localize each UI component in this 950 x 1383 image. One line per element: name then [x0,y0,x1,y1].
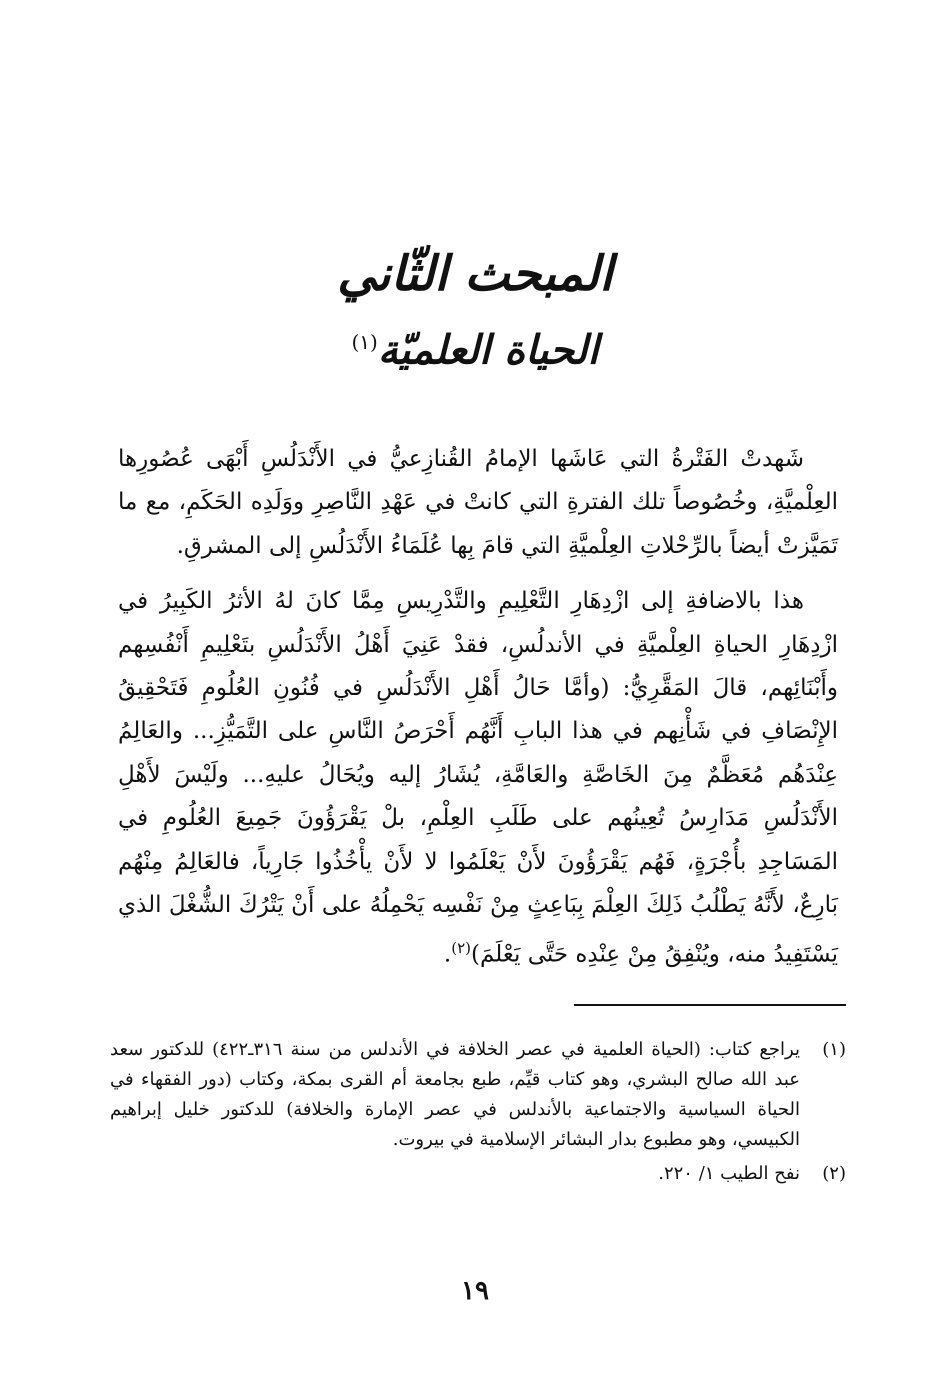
footnotes [110,1035,846,1193]
subtitle-footnote-marker: (١) [351,330,378,354]
section-subtitle [0,316,950,376]
footnote-text: نفح الطيب ١/ ٢٢٠. [658,1163,800,1184]
section-title [0,244,950,304]
paragraph-2-footnote-marker: (٢) [451,939,471,958]
footnote-number: (١) [822,1039,846,1060]
paragraph-1: شَهدتْ الفَتْرةُ التي عَاشَها الإمامُ القُنازِعيُّ في الأَنْدَلُسِ أَبْهَى عُصُورِها العِلْميَّةِ، وخُصُوصاً تلك الفترةِ التي كانتْ في عَهْدِ النَّاصِرِ ووَلَدِه الحَكَمِ، مع ما تَمَيَّزتْ أيضاً بالرِّحْلاتِ العِلْميَّةِ التي قامَ بِها عُلَمَاءُ الأَنْدَلُسِ إلى المشرقِ. [118,446,838,559]
page-number: ١٩ [461,1276,489,1306]
footnote-2 [110,1159,846,1189]
paragraph-2-end: . [443,942,452,969]
footnote-number: (٢) [822,1163,846,1184]
footnote-text: يراجع كتاب: (الحياة العلمية في عصر الخلافة في الأندلس من سنة ٣١٦ـ٤٢٢) للدكتور سعد عبد الله صالح البشري، وهو كتاب قيِّم، طبع بجامعة أم القرى بمكة، وكتاب (دور الفقهاء في الحياة السياسية والاجتماعية بالأندلس في عصر الإمارة والخلافة) للدكتور خليل إبراهيم الكبيسي، وهو مطبوع بدار البشائر الإسلامية في بيروت. [110,1039,800,1150]
main-text [118,438,838,978]
footnote-separator [574,1004,846,1006]
section-title-text: المبحث الثّاني [337,246,613,302]
section-subtitle-text: الحياة العلميّة [377,326,599,374]
paragraph-2 [118,580,838,977]
footnote-1 [110,1035,846,1155]
paragraph-2-text: هذا بالاضافةِ إلى ازْدِهَارِ التَّعْلِيمِ والتَّدْرِيسِ مِمَّا كانَ لهُ الأثرُ الكَبِيرُ في ازْدِهَارِ الحياةِ العِلْميَّةِ في الأندلُسِ، فقدْ عَنِيَ أَهْلُ الأَنْدَلُسِ بتَعْلِيمِ أَنْفُسِهم وأَبْنَائِهم، قالَ المَقَّرِيُّ: (وأمَّا حَالُ أَهْلِ الأَنْدَلُسِ في فُنُونِ العُلُومِ فَتَحْقِيقُ الإِنْصَافِ في شَأْنِهم في هذا البابِ أَنَّهُم أَحْرَصُ النَّاسِ على التَّمَيُّزِ... والعَالِمُ عِنْدَهُم مُعَظَّمٌ مِنَ الخَاصَّةِ والعَامَّةِ، يُشَارُ إليه ويُحَالُ عليهِ... ولَيْسَ لأَهْلِ الأَنْدَلُسِ مَدَارِسُ تُعِينُهم على طَلَبِ العِلْمِ، بلْ يَقْرَؤُونَ جَمِيعَ العُلُومِ في المَسَاجِدِ بأُجْرَةٍ، فَهُم يَقْرَؤُونَ لأَنْ يَعْلَمُوا لا لأَنْ يأْخُذُوا جَارِياً، فالعَالِمُ مِنْهُم بَارِعٌ، لأَنَّهُ يَطْلُبُ ذَلِكَ العِلْمَ بِبَاعِثٍ مِنْ نَفْسِه يَحْمِلُهُ على أَنْ يَتْرُكَ الشُّغْلَ الذي يَسْتَفِيدُ منه، ويُنْفِقُ مِنْ عِنْدِه حَتَّى يَعْلَمَ) [118,588,838,969]
